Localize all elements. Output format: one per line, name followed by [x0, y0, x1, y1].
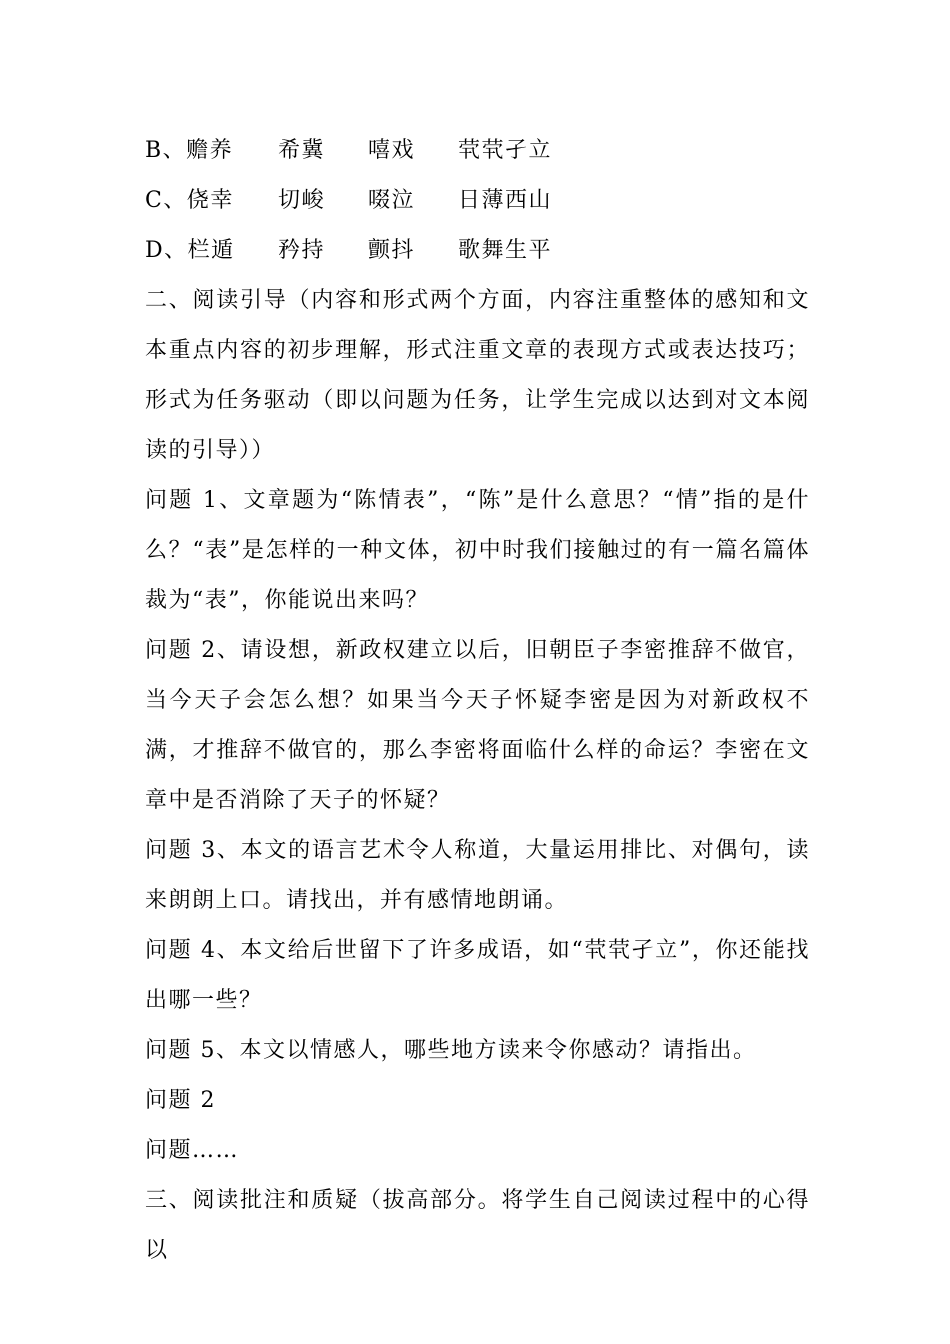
- question-3: 问题 3、本文的语言艺术令人称道，大量运用排比、对偶句，读来朗朗上口。请找出，并有感情地朗诵。: [145, 838, 810, 913]
- question-4: 问题 4、本文给后世留下了许多成语，如“茕茕孑立”，你还能找出哪一些？: [145, 938, 810, 1013]
- question-2-repeat: 问题 2: [145, 1088, 216, 1113]
- option-d: [145, 226, 810, 276]
- document-page: [145, 126, 810, 1276]
- option-c-label: C、侥幸: [145, 188, 234, 213]
- question-more: 问题……: [145, 1138, 240, 1163]
- option-d-word-4: 歌舞生平: [458, 238, 553, 263]
- option-b-word-4: 茕茕孑立: [458, 138, 553, 163]
- question-5: 问题 5、本文以情感人，哪些地方读来令你感动？请指出。: [145, 1038, 757, 1063]
- section-2-heading: 二、阅读引导（内容和形式两个方面，内容注重整体的感知和文本重点内容的初步理解，形式注重文章的表现方式或表达技巧；形式为任务驱动（即以问题为任务，让学生完成以达到对文本阅读的引导））: [145, 288, 810, 463]
- option-d-word-3: 颤抖: [368, 238, 416, 263]
- option-d-label: D、栏遁: [145, 238, 235, 263]
- question-2: 问题 2、请设想，新政权建立以后，旧朝臣子李密推辞不做官，当今天子会怎么想？如果当今天子怀疑李密是因为对新政权不满，才推辞不做官的，那么李密将面临什么样的命运？李密在文章中是否消除了天子的怀疑？: [145, 638, 810, 813]
- option-b-label: B、赡养: [145, 138, 234, 163]
- option-b-word-3: 嘻戏: [368, 138, 416, 163]
- section-3-heading: 三、阅读批注和质疑（拔高部分。将学生自己阅读过程中的心得以: [145, 1188, 810, 1263]
- question-1: 问题 1、文章题为“陈情表”，“陈”是什么意思？“情”指的是什么？“表”是怎样的一种文体，初中时我们接触过的有一篇名篇体裁为“表”，你能说出来吗？: [145, 488, 810, 613]
- option-b: [145, 126, 810, 176]
- option-c-word-4: 日薄西山: [458, 188, 553, 213]
- option-c: [145, 176, 810, 226]
- option-c-word-2: 切峻: [278, 188, 326, 213]
- option-b-word-2: 希冀: [278, 138, 326, 163]
- option-c-word-3: 啜泣: [368, 188, 416, 213]
- option-d-word-2: 矜持: [278, 238, 326, 263]
